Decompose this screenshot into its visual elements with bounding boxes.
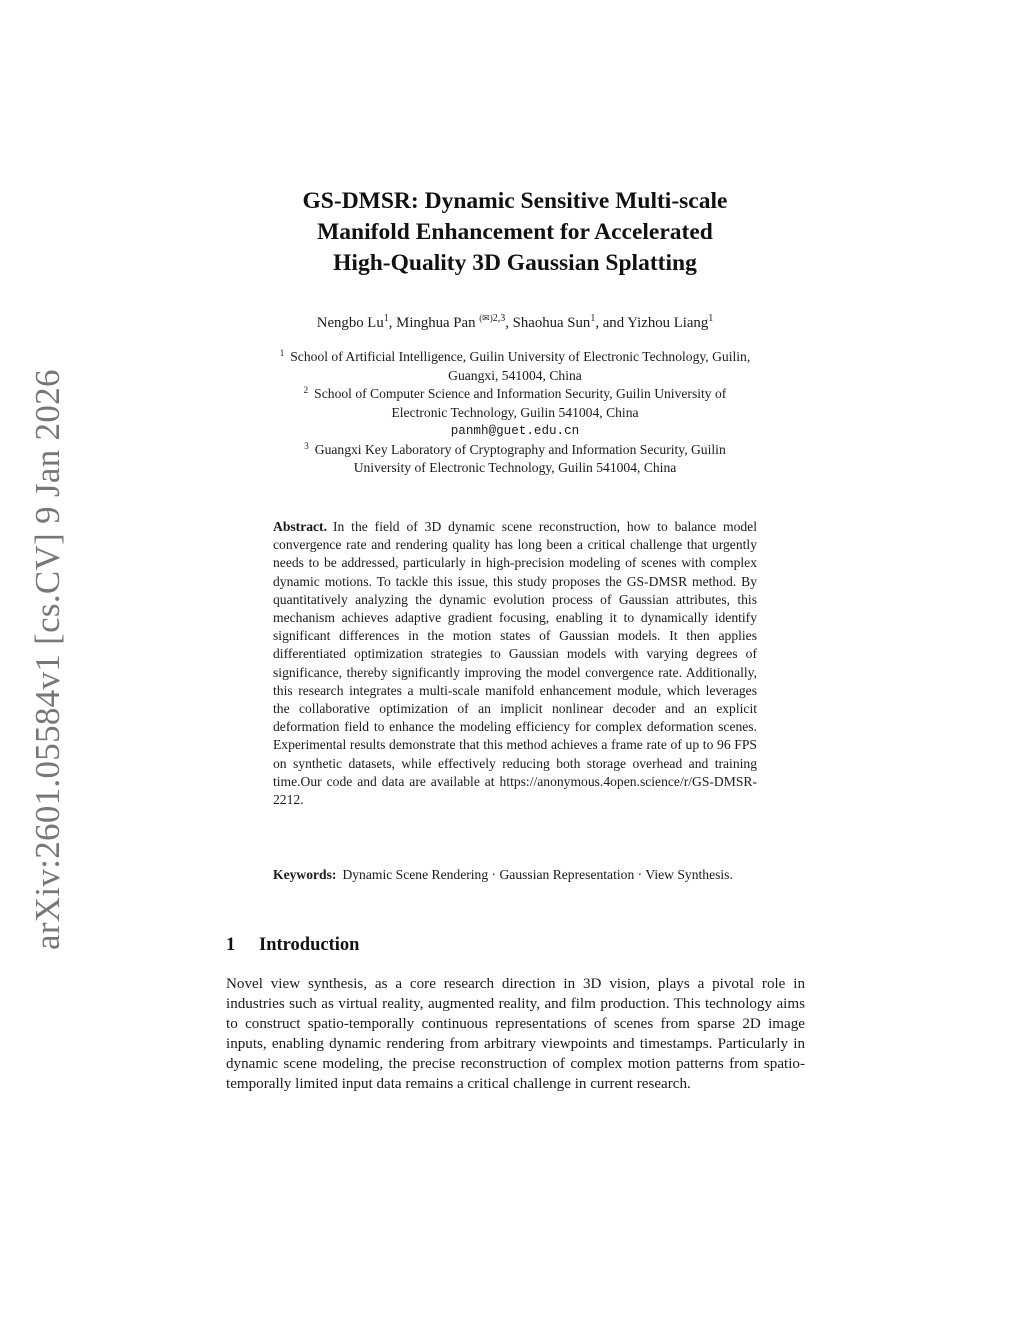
abstract-text: In the field of 3D dynamic scene reconstruction, how to balance model convergence rate and rendering quality has long been a critical challenge that urgently needs to be addressed, particularly in high-precision modeling of scenes with complex dynamic motions. To tackle this issue, this study proposes the GS-DMSR method. By quantitatively analyzing the dynamic evolution process of Gaussian attributes, this mechanism achieves adaptive gradient focusing, enabling it to dynamically identify significant differences in the motion states of Gaussian models. It then applies differentiated optimization strategies to Gaussian models with varying degrees of significance, thereby significantly improving the model convergence rate. Additionally, this research integrates a multi-scale manifold enhancement module, which leverages the collaborative optimization of an implicit nonlinear decoder and an explicit deformation field to enhance the modeling efficiency for complex deformation scenes. Experimental results demonstrate that this method achieves a frame rate of up to 96 FPS on synthetic datasets, while effectively reducing both storage overhead and training time.Our code and data are available at https://anonymous.4open.science/r/GS-DMSR-2212. [273, 519, 757, 808]
title-line: High-Quality 3D Gaussian Splatting [333, 250, 697, 276]
author-affil-mark: 1 [590, 313, 596, 324]
author-name: Yizhou Liang [627, 315, 709, 331]
affiliation-text: School of Computer Science and Information Security, Guilin University of [314, 386, 727, 401]
title-line: GS-DMSR: Dynamic Sensitive Multi-scale [302, 188, 728, 214]
affiliation-line: Electronic Technology, Guilin 541004, China [391, 404, 639, 420]
author-affil-mark: 2,3 [492, 313, 506, 324]
abstract-label: Abstract. [273, 519, 327, 534]
affiliation-text: School of Artificial Intelligence, Guilin University of Electronic Technology, Guilin, [290, 349, 751, 364]
affiliation-line [225, 385, 805, 404]
abstract [273, 518, 757, 809]
introduction-paragraph: Novel view synthesis, as a core research direction in 3D vision, plays a pivotal role in industries such as virtual reality, augmented reality, and film production. This technology aims to construct spatio-temporally continuous representations of scenes from sparse 2D image inputs, enabling dynamic rendering from arbitrary viewpoints and timestamps. Particularly in dynamic scene modeling, the precise reconstruction of complex motion patterns from spatio-temporally limited input data remains a critical challenge in current research. [226, 976, 805, 1092]
keywords-label: Keywords: [273, 867, 337, 882]
affiliation-line [225, 441, 805, 460]
author-separator: , [388, 315, 393, 331]
affiliation-number: 1 [279, 348, 285, 358]
author-separator: , [505, 315, 509, 331]
affiliation-line [225, 348, 805, 367]
corresponding-author-mark [479, 313, 505, 324]
affiliation-list [225, 348, 805, 478]
paper-title [225, 186, 805, 279]
section-heading-introduction [226, 933, 359, 957]
author-list [225, 313, 805, 333]
affiliation-text: Guangxi Key Laboratory of Cryptography and Information Security, Guilin [314, 441, 726, 457]
envelope-icon: (✉) [479, 313, 493, 323]
title-line: Manifold Enhancement for Accelerated [317, 219, 713, 245]
author-affil-mark: 1 [708, 313, 714, 324]
affiliation-line: Guangxi, 541004, China [448, 367, 582, 383]
author-name: Shaohua Sun [512, 315, 591, 331]
section-title: Introduction [259, 935, 360, 955]
keywords [273, 866, 757, 884]
affiliation-number: 3 [304, 440, 309, 451]
author-name: Nengbo Lu [316, 315, 384, 331]
arxiv-identifier-stamp: arXiv:2601.05584v1 [cs.CV] 9 Jan 2026 [28, 369, 67, 950]
section-number: 1 [226, 935, 236, 955]
author-separator: , [595, 315, 600, 331]
corresponding-email-link[interactable]: panmh@guet.edu.cn [450, 424, 580, 438]
author-name: Minghua Pan [396, 315, 476, 331]
affiliation-line: University of Electronic Technology, Guilin 541004, China [353, 460, 677, 475]
affiliation-number: 2 [303, 385, 309, 395]
author-conjunction: and [602, 315, 625, 331]
keywords-text: Dynamic Scene Rendering · Gaussian Representation · View Synthesis. [342, 867, 733, 882]
author-affil-mark: 1 [383, 313, 389, 324]
